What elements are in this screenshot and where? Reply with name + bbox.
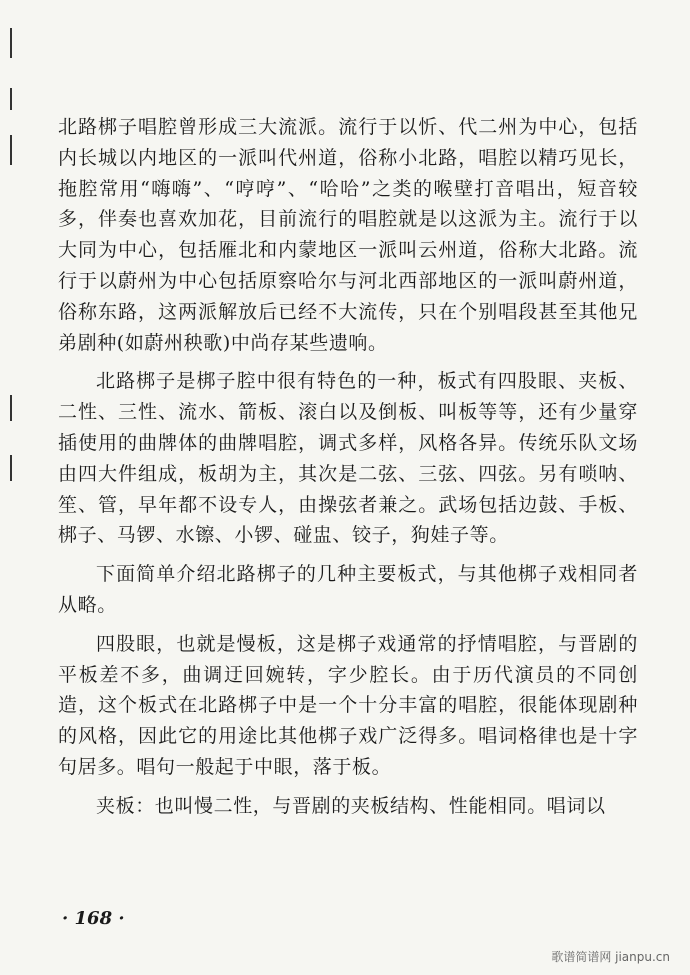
- paragraph: 北路梆子唱腔曾形成三大流派。流行于以忻、代二州为中心，包括内长城以内地区的一派叫代州道，俗称小北路，唱腔以精巧见长，拖腔常用“嗨嗨”、“哼哼”、“哈哈”之类的喉壁打音唱出，短音较多，伴奏也喜欢加花，目前流行的唱腔就是以这派为主。流行于以大同为中心，包括雁北和内蒙地区一派叫云州道，俗称大北路。流行于以蔚州为中心包括原察哈尔与河北西部地区的一派叫蔚州道，俗称东路，这两派解放后已经不大流传，只在个别唱段甚至其他兄弟剧种(如蔚州秧歌)中尚存某些遗响。: [58, 116, 638, 354]
- margin-mark: [10, 395, 12, 421]
- paragraph: 夹板：也叫慢二性，与晋剧的夹板结构、性能相同。唱词以: [96, 794, 606, 817]
- margin-mark: [10, 135, 12, 165]
- page-number: · 168 ·: [62, 908, 125, 929]
- paragraph: 北路梆子是梆子腔中很有特色的一种，板式有四股眼、夹板、二性、三性、流水、箭板、滚白以及倒板、叫板等等，还有少量穿插使用的曲牌体的曲牌唱腔，调式多样，风格各异。传统乐队文场由四大件组成，板胡为主，其次是二弦、三弦、四弦。另有唢呐、笙、管，早年都不设专人，由操弦者兼之。武场包括边鼓、手板、梆子、马锣、水镲、小锣、碰盅、铰子，狗娃子等。: [58, 370, 638, 547]
- paragraph: 四股眼，也就是慢板，这是梆子戏通常的抒情唱腔，与晋剧的平板差不多，曲调迂回婉转，字少腔长。由于历代演员的不同创造，这个板式在北路梆子中是一个十分丰富的唱腔，很能体现剧种的风格，因此它的用途比其他梆子戏广泛得多。唱词格律也是十字句居多。唱句一般起于中眼，落于板。: [58, 632, 638, 778]
- margin-mark: [10, 455, 12, 481]
- paragraph: 下面简单介绍北路梆子的几种主要板式，与其他梆子戏相同者从略。: [58, 563, 638, 616]
- margin-mark: [10, 88, 12, 110]
- watermark: 歌谱简谱网 jianpu.cn: [551, 950, 670, 964]
- body-text: [58, 112, 638, 830]
- margin-mark: [10, 28, 12, 58]
